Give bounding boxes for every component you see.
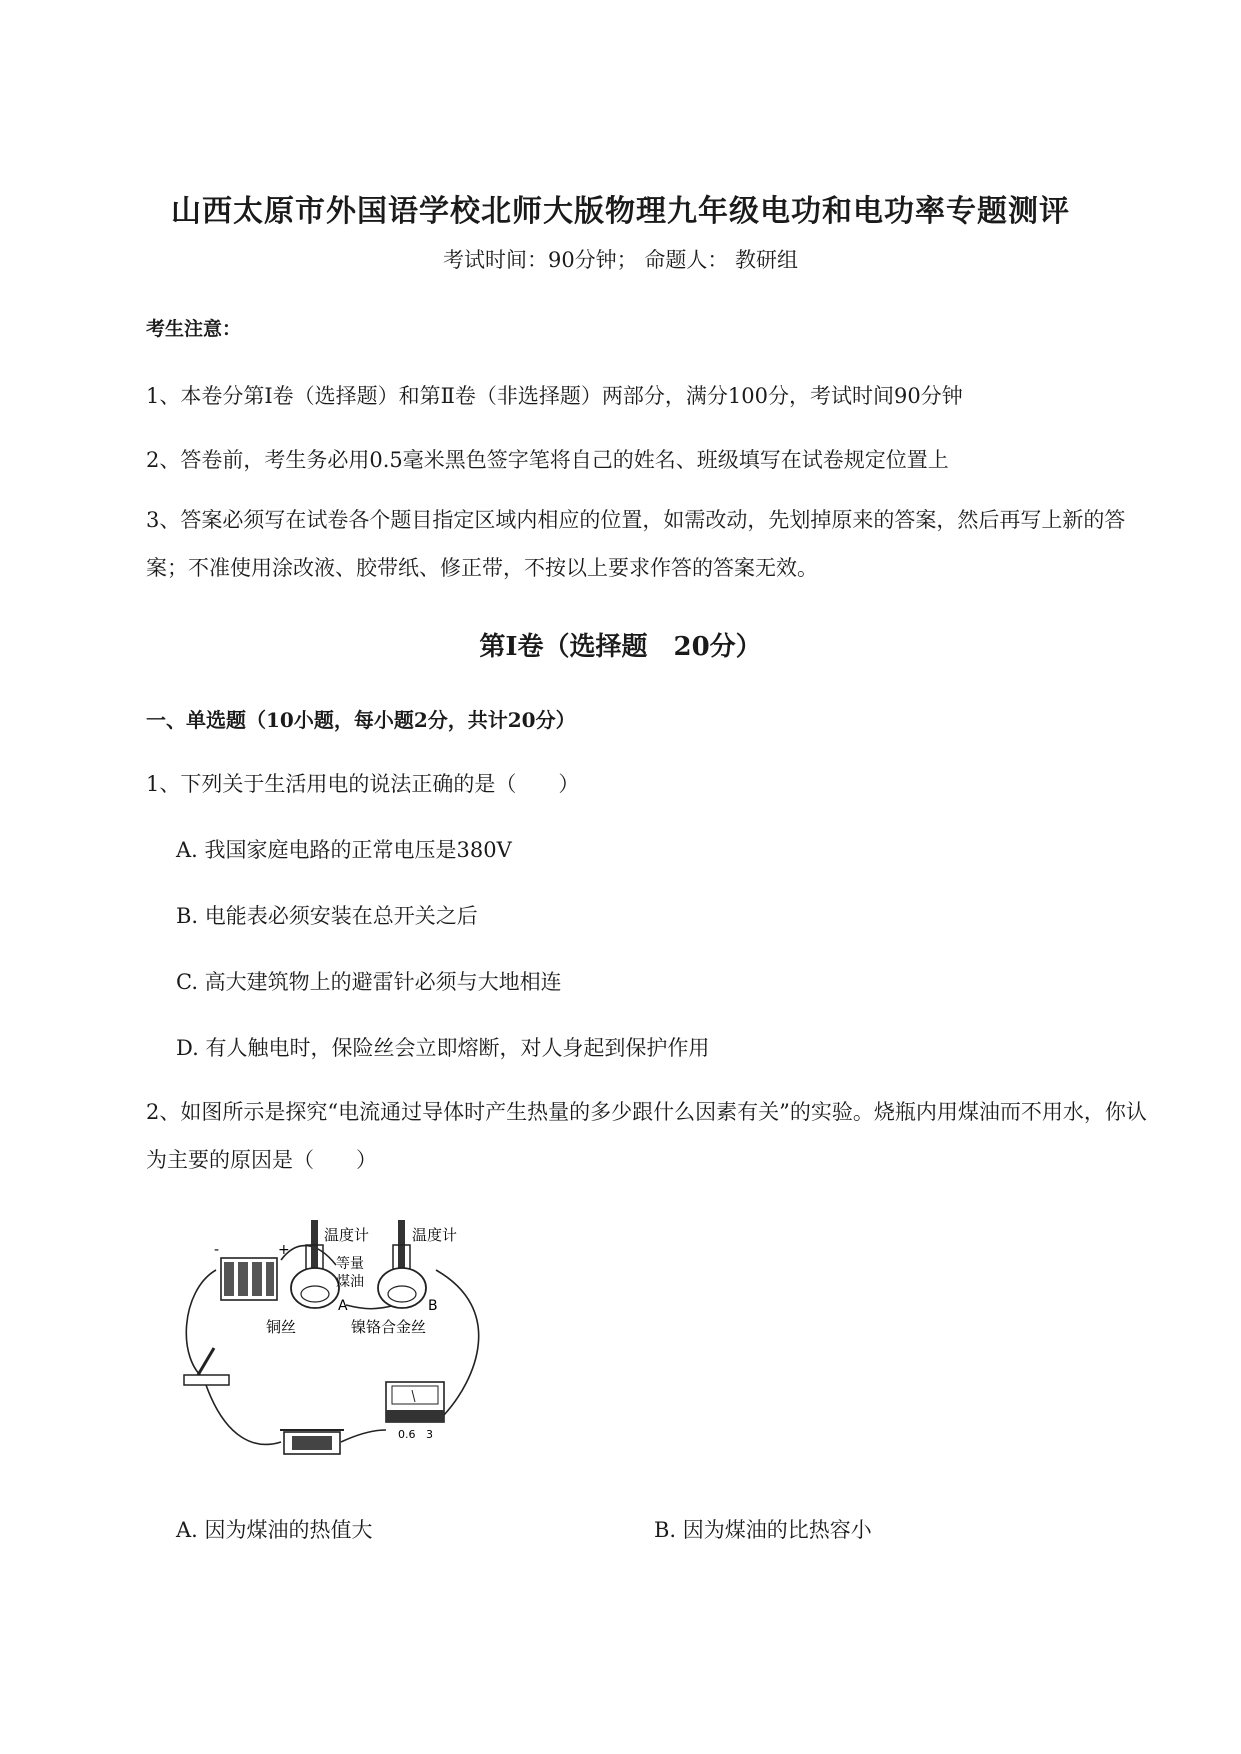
option-b[interactable]: B. 因为煤油的比热容小 [654, 1518, 872, 1542]
thermometer-label: 温度计 [324, 1226, 370, 1244]
meter-scale-label: 3 [426, 1428, 433, 1441]
question-stem: 2、如图所示是探究“电流通过导体时产生热量的多少跟什么因素有关”的实验。烧瓶内用煤油而不用水，你认为主要的原因是（ ） [146, 1100, 1147, 1172]
notice-heading: 考生注意： [146, 318, 242, 340]
circuit-wire [341, 1430, 386, 1442]
circuit-wire [186, 1270, 216, 1380]
option-a[interactable]: A. 我国家庭电路的正常电压是380V [176, 838, 512, 862]
notice-item: 2、答卷前，考生务必用0.5毫米黑色签字笔将自己的姓名、班级填写在试卷规定位置上 [146, 448, 949, 472]
ammeter-icon [386, 1382, 444, 1422]
battery-icon [221, 1258, 277, 1300]
circuit-diagram [176, 1210, 526, 1480]
wire-label: 铜丝 [266, 1318, 297, 1336]
option-a[interactable]: A. 因为煤油的热值大 [176, 1518, 373, 1542]
kerosene-label: 煤油 [336, 1274, 364, 1290]
kerosene-label: 等量 [336, 1256, 364, 1272]
notice-item: 3、答案必须写在试卷各个题目指定区域内相应的位置，如需改动，先划掉原来的答案，然后再写上新的答案；不准使用涂改液、胶带纸、修正带，不按以上要求作答的答案无效。 [146, 508, 1126, 580]
option-c[interactable]: C. 高大建筑物上的避雷针必须与大地相连 [176, 970, 562, 994]
wire-label: 镍铬合金丝 [351, 1318, 427, 1336]
exam-info: 考试时间：90分钟； 命题人： 教研组 [442, 248, 799, 272]
flask-b-label: B [428, 1298, 438, 1314]
plus-label: + [278, 1242, 290, 1258]
option-d[interactable]: D. 有人触电时，保险丝会立即熔断，对人身起到保护作用 [176, 1036, 710, 1060]
switch-icon [184, 1348, 229, 1385]
rheostat-icon [280, 1430, 344, 1454]
page-title: 山西太原市外国语学校北师大版物理九年级电功和电功率专题测评 [171, 194, 1070, 229]
option-b[interactable]: B. 电能表必须安装在总开关之后 [176, 904, 478, 928]
minus-label: - [214, 1242, 220, 1258]
circuit-wire [206, 1385, 281, 1444]
question-stem: 1、下列关于生活用电的说法正确的是（ ） [146, 772, 580, 796]
thermometer-label: 温度计 [412, 1226, 458, 1244]
notice-item: 1、本卷分第Ⅰ卷（选择题）和第Ⅱ卷（非选择题）两部分，满分100分，考试时间90分钟 [146, 384, 963, 408]
flask-a-label: A [338, 1298, 348, 1314]
meter-scale-label: 0.6 [398, 1428, 416, 1441]
section-title: 第Ⅰ卷（选择题 20分） [479, 632, 762, 662]
part-heading: 一、单选题（10小题，每小题2分，共计20分） [146, 708, 576, 732]
